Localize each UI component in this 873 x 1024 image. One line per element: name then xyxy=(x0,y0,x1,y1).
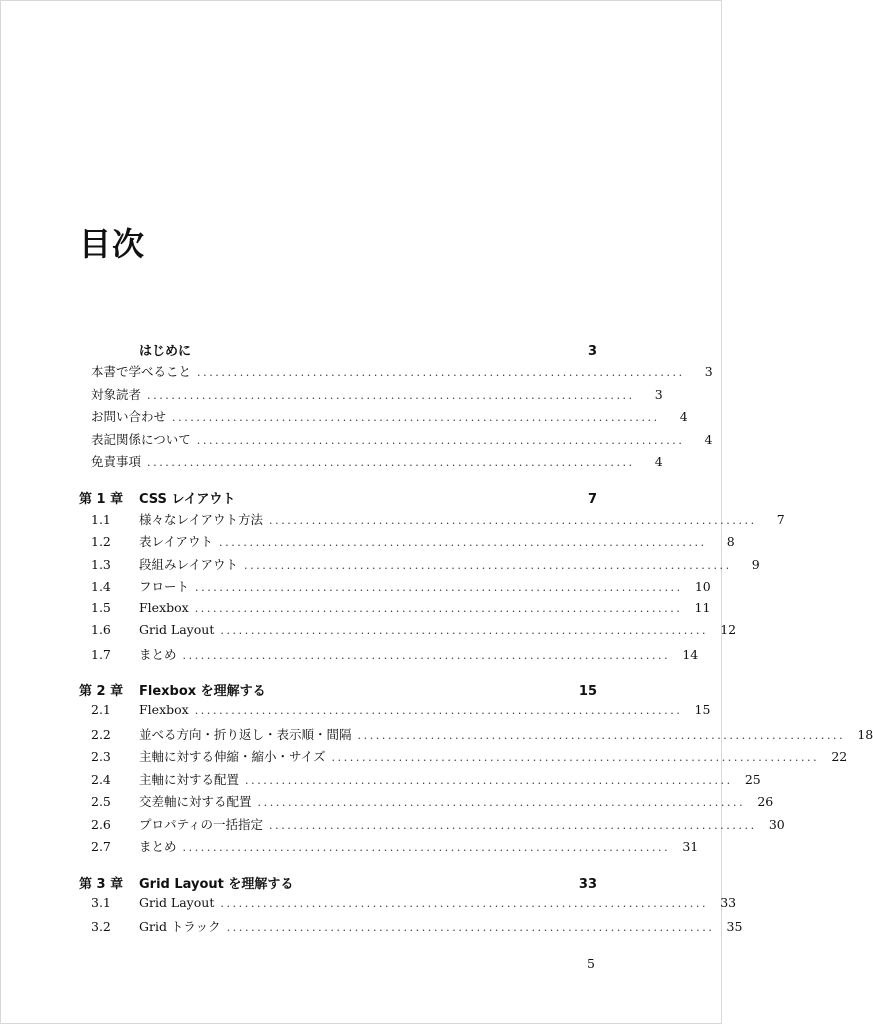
toc-section xyxy=(79,340,713,475)
dot-leader: ................................................................................ xyxy=(226,921,715,934)
dot-leader: ................................................................................ xyxy=(220,896,709,910)
entry-title: お問い合わせ xyxy=(91,409,167,424)
entry-title: 主軸に対する伸縮・縮小・サイズ xyxy=(139,749,326,764)
toc-entry[interactable] xyxy=(79,894,737,918)
chapter-title: はじめに xyxy=(139,344,192,359)
entry-page-number: 11 xyxy=(694,599,711,615)
entry-number: 1.7 xyxy=(91,646,111,662)
dot-leader: ................................................................................ xyxy=(331,751,820,764)
toc-entry[interactable] xyxy=(79,452,663,475)
chapter-page-number: 15 xyxy=(578,684,597,699)
dot-leader: ................................................................................ xyxy=(219,536,707,549)
toc-entry[interactable] xyxy=(79,645,699,668)
toc-section xyxy=(79,680,873,860)
entry-number: 3.1 xyxy=(91,894,111,910)
toc-chapter-heading[interactable] xyxy=(79,873,597,895)
dot-leader: ................................................................................ xyxy=(196,433,685,447)
entry-title: 本書で学べること xyxy=(91,364,192,379)
dot-leader: ................................................................................ xyxy=(257,796,746,809)
entry-title: 様々なレイアウト方法 xyxy=(139,511,264,527)
entry-page-number: 4 xyxy=(654,454,663,469)
entry-title: Flexbox xyxy=(139,702,189,717)
toc-section xyxy=(79,873,743,940)
toc-entry[interactable] xyxy=(79,407,688,430)
entry-page-number: 18 xyxy=(857,726,873,742)
dot-leader: ................................................................................ xyxy=(172,411,660,424)
entry-page-number: 7 xyxy=(776,511,785,527)
entry-number: 2.4 xyxy=(91,771,111,787)
chapter-title: CSS レイアウト xyxy=(139,491,236,507)
entry-page-number: 25 xyxy=(744,771,761,787)
toc-entry[interactable] xyxy=(79,917,743,940)
chapter-title: Grid Layout を理解する xyxy=(139,876,294,892)
toc-chapter-heading[interactable] xyxy=(79,680,597,702)
chapter-label: 第 1 章 xyxy=(79,491,124,507)
entry-page-number: 15 xyxy=(694,702,711,717)
entry-title: 表記関係について xyxy=(91,431,191,447)
entry-title: プロパティの一括指定 xyxy=(139,816,264,832)
entry-title: まとめ xyxy=(139,839,177,854)
entry-title: 免責事項 xyxy=(91,454,142,469)
entry-number: 2.1 xyxy=(91,702,111,717)
toc-entry[interactable] xyxy=(79,792,774,815)
toc-entry[interactable] xyxy=(79,599,711,623)
dot-leader: ................................................................................ xyxy=(244,558,732,572)
toc-chapter-heading[interactable] xyxy=(79,340,597,362)
dot-leader: ................................................................................ xyxy=(197,366,685,379)
entry-page-number: 33 xyxy=(720,894,737,910)
entry-number: 1.6 xyxy=(91,622,111,637)
entry-number: 1.3 xyxy=(91,556,111,572)
entry-title: 並べる方向・折り返し・表示順・間隔 xyxy=(139,726,352,742)
toc-entry[interactable] xyxy=(79,702,711,725)
entry-number: 1.1 xyxy=(91,511,111,527)
entry-number: 1.5 xyxy=(91,599,111,615)
entry-page-number: 22 xyxy=(831,749,848,764)
dot-leader: ................................................................................ xyxy=(182,648,671,662)
chapter-label: 第 2 章 xyxy=(79,684,124,699)
entry-number: 2.5 xyxy=(91,794,111,809)
entry-title: 対象読者 xyxy=(91,386,142,402)
entry-number: 1.2 xyxy=(91,534,111,549)
entry-number: 2.6 xyxy=(91,816,111,832)
toc-entry[interactable] xyxy=(79,577,711,600)
chapter-page-number: 33 xyxy=(578,876,597,892)
toc-entry[interactable] xyxy=(79,555,760,578)
toc-entry[interactable] xyxy=(79,622,737,645)
entry-title: 段組みレイアウト xyxy=(139,556,239,572)
entry-title: フロート xyxy=(139,579,190,594)
entry-page-number: 3 xyxy=(704,364,713,379)
entry-title: Flexbox xyxy=(139,599,189,615)
toc-entry[interactable] xyxy=(79,362,713,385)
chapter-page-number: 7 xyxy=(587,491,597,507)
entry-page-number: 4 xyxy=(704,431,713,447)
toc-entry[interactable] xyxy=(79,385,663,408)
entry-number: 2.3 xyxy=(91,749,111,764)
toc-entry[interactable] xyxy=(79,815,785,838)
entry-number: 2.7 xyxy=(91,839,111,854)
entry-title: 交差軸に対する配置 xyxy=(139,794,252,809)
toc-entry[interactable] xyxy=(79,510,785,533)
entry-page-number: 31 xyxy=(682,839,699,854)
table-of-contents xyxy=(79,340,873,953)
dot-leader: ................................................................................ xyxy=(147,388,635,402)
entry-page-number: 8 xyxy=(726,534,735,549)
chapter-page-number: 3 xyxy=(587,344,597,359)
dot-leader: ................................................................................ xyxy=(245,773,733,787)
entry-page-number: 9 xyxy=(751,556,760,572)
entry-number: 3.2 xyxy=(91,919,111,934)
entry-title: 表レイアウト xyxy=(139,534,214,549)
chapter-label: 第 3 章 xyxy=(79,876,124,892)
dot-leader: ................................................................................ xyxy=(357,728,846,742)
toc-chapter-heading[interactable] xyxy=(79,488,597,510)
dot-leader: ................................................................................ xyxy=(269,818,757,832)
entry-page-number: 12 xyxy=(720,622,737,637)
dot-leader: ................................................................................ xyxy=(195,581,683,594)
dot-leader: ................................................................................ xyxy=(220,624,709,637)
entry-number: 1.4 xyxy=(91,579,111,594)
entry-title: Grid トラック xyxy=(139,919,221,934)
chapter-title: Flexbox を理解する xyxy=(139,684,266,699)
entry-title: まとめ xyxy=(139,646,177,662)
entry-page-number: 26 xyxy=(757,794,774,809)
entry-title: Grid Layout xyxy=(139,622,215,637)
entry-page-number: 4 xyxy=(679,409,688,424)
entry-page-number: 3 xyxy=(654,386,663,402)
entry-page-number: 35 xyxy=(726,919,743,934)
dot-leader: ................................................................................ xyxy=(194,704,683,717)
toc-entry[interactable] xyxy=(79,725,873,748)
page-number: 5 xyxy=(587,956,595,971)
dot-leader: ................................................................................ xyxy=(194,601,683,615)
toc-entry[interactable] xyxy=(79,532,735,555)
dot-leader: ................................................................................ xyxy=(269,513,757,527)
entry-title: Grid Layout xyxy=(139,894,215,910)
toc-title: 目次 xyxy=(79,225,146,263)
toc-section xyxy=(79,488,785,668)
toc-entry[interactable] xyxy=(79,747,848,770)
dot-leader: ................................................................................ xyxy=(182,841,671,854)
entry-page-number: 30 xyxy=(768,816,785,832)
entry-number: 2.2 xyxy=(91,726,111,742)
entry-page-number: 14 xyxy=(682,646,699,662)
toc-entry[interactable] xyxy=(79,430,713,453)
entry-page-number: 10 xyxy=(694,579,711,594)
entry-title: 主軸に対する配置 xyxy=(139,771,240,787)
toc-entry[interactable] xyxy=(79,837,699,860)
dot-leader: ................................................................................ xyxy=(147,456,635,469)
toc-entry[interactable] xyxy=(79,770,761,793)
